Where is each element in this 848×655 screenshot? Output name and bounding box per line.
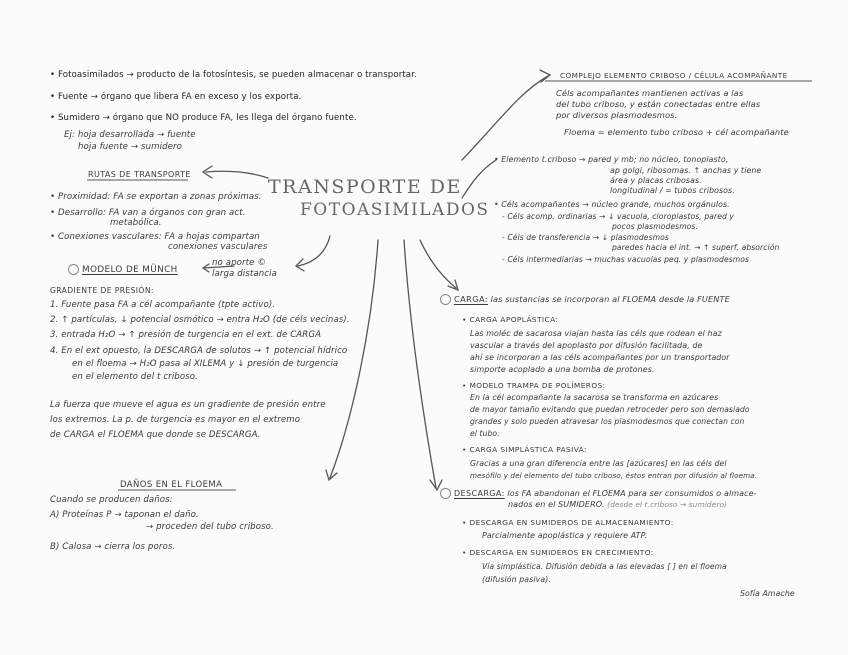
ruta-line: • Conexiones vasculares: FA a hojas compartan: [50, 232, 260, 242]
trampa-line: grandes y solo pueden atravesar los plasmodesmos que conectan con: [470, 417, 745, 426]
apoplastica-title: • CARGA APOPLÁSTICA:: [462, 315, 559, 324]
example-2: hoja fuente → sumidero: [78, 142, 183, 152]
descarga-crec-2: (difusión pasiva).: [482, 575, 551, 584]
munch-note-1: no aporte ©: [212, 258, 267, 268]
complejo-line: del tubo criboso, y están conectadas entre ellas: [556, 99, 761, 109]
complejo-line: Floema = elemento tubo criboso + cél acompañante: [564, 127, 789, 137]
danos-b: B) Calosa → cierra los poros.: [50, 542, 176, 552]
apoplastica-line: ahí se incorporan a las céls acompañantes por un transportador: [470, 353, 730, 362]
descarga-alm-title: • DESCARGA EN SUMIDEROS DE ALMACENAMIENTO:: [462, 518, 674, 527]
summary-line: de CARGA el FLOEMA que donde se DESCARGA.: [50, 430, 261, 440]
def-sumidero: • Sumidero → órgano que NO produce FA, les llega del órgano fuente.: [50, 113, 357, 123]
elemento-line: longitudinal / = tubos cribosos.: [610, 186, 735, 195]
ruta-line: metabólica.: [110, 218, 162, 228]
cels-line: pocos plasmodesmos.: [612, 222, 699, 231]
trampa-line: el tubo.: [470, 429, 500, 438]
elemento-line: • Elemento t.criboso → pared y mb; no núcleo, tonoplasto,: [494, 155, 729, 164]
trampa-title: • MODELO TRAMPA DE POLÍMEROS:: [462, 381, 606, 390]
ruta-line: • Proximidad: FA se exportan a zonas próximas.: [50, 192, 262, 202]
trampa-line: En la cél acompañante la sacarosa se transforma en azúcares: [470, 393, 719, 402]
munch-note-2: larga distancia: [212, 269, 277, 279]
arrow-to-rutas: [206, 171, 268, 178]
danos-intro: Cuando se producen daños:: [50, 495, 173, 505]
signature: Sofía Amache: [740, 589, 795, 598]
complejo-line: Céls acompañantes mantienen activas a las: [556, 88, 744, 98]
cels-line: - Céls intermediarias → muchas vacuolas peq. y plasmodesmos: [502, 255, 750, 264]
descarga-crec-1: Vía simplástica. Difusión debida a las elevadas [ ] en el floema: [482, 562, 727, 571]
summary-line: La fuerza que mueve el agua es un gradiente de presión entre: [50, 400, 326, 410]
cels-line: - Céls acomp. ordinarias → ↓ vacuola, cloroplastos, pared y: [502, 212, 735, 221]
cels-line: • Céls acompañantes → núcleo grande, muchos orgánulos.: [494, 200, 730, 209]
descarga-paren: (desde el t.criboso → sumidero): [607, 500, 728, 509]
rutas-title: RUTAS DE TRANSPORTE: [88, 170, 191, 179]
descarga-heading: DESCARGA: los FA abandonan el FLOEMA para ser consumidos o almace-: [440, 488, 757, 499]
elemento-line: ap golgi, ribosomas. ↑ anchas y tiene: [610, 166, 762, 175]
cels-line: paredes hacia el int. → ↑ superf. absorción: [612, 243, 780, 252]
elemento-line: área y placas cribosas.: [610, 176, 702, 185]
complejo-line: por diversos plasmodesmos.: [556, 110, 678, 120]
arrow-to-complejo: [462, 76, 548, 160]
munch-step: 2. ↑ partículas, ↓ potencial osmótico → entra H₂O (de céls vecinas).: [50, 315, 350, 325]
example-1: Ej: hoja desarrollada → fuente: [64, 130, 196, 140]
munch-step: en el floema → H₂O pasa al XILEMA y ↓ presión de turgencia: [72, 359, 339, 369]
simplastica-line: Gracias a una gran diferencia entre las [azúcares] en las céls del: [470, 459, 727, 468]
carga-heading: CARGA: las sustancias se incorporan al FLOEMA desde la FUENTE: [440, 294, 730, 305]
def-fotoasimilados: • Fotoasimilados → producto de la fotosíntesis, se pueden almacenar o transportar.: [50, 70, 417, 80]
gradient-title: GRADIENTE DE PRESIÓN:: [50, 286, 154, 295]
danos-title: DAÑOS EN EL FLOEMA: [120, 480, 223, 490]
main-title-line1: TRANSPORTE DE: [268, 176, 462, 198]
arrow-to-munch: [298, 236, 330, 266]
danos-a1: A) Proteínas P → taponan el daño.: [50, 510, 199, 520]
munch-step: 3. entrada H₂O → ↑ presión de turgencia en el ext. de CARGA: [50, 330, 322, 340]
descarga-alm: Parcialmente apoplástica y requiere ATP.: [482, 531, 647, 540]
descarga-line2: nados en el SUMIDERO. (desde el t.criboso → sumidero): [508, 500, 728, 509]
main-title-line2: FOTOASIMILADOS: [300, 200, 490, 220]
complejo-title: COMPLEJO ELEMENTO CRIBOSO / CÉLULA ACOMPAÑANTE: [560, 71, 788, 80]
simplastica-title: • CARGA SIMPLÁSTICA PASIVA:: [462, 445, 587, 454]
ruta-line: conexiones vasculares: [168, 242, 268, 252]
summary-line: los extremos. La p. de turgencia es mayor en el extremo: [50, 415, 301, 425]
munch-step: en el elemento del t criboso.: [72, 372, 198, 382]
apoplastica-line: simporte acoplado a una bomba de protones.: [470, 365, 655, 374]
simplastica-line: mesófilo y del elemento del tubo criboso, éstos entran por difusión al floema.: [470, 471, 758, 480]
danos-a2: → proceden del tubo criboso.: [146, 522, 274, 532]
trampa-line: de mayor tamaño evitando que puedan retroceder pero son demasiado: [470, 405, 750, 414]
munch-title: MODELO DE MÜNCH: [68, 264, 178, 276]
arrow-to-elemento: [462, 160, 496, 198]
munch-step: 1. Fuente pasa FA a cél acompañante (tpte activo).: [50, 300, 276, 310]
munch-step: 4. En el ext opuesto, la DESCARGA de solutos → ↑ potencial hídrico: [50, 346, 348, 356]
descarga-crec-title: • DESCARGA EN SUMIDEROS EN CRECIMIENTO:: [462, 548, 654, 557]
def-fuente: • Fuente → órgano que libera FA en exceso y los exporta.: [50, 92, 302, 102]
apoplastica-line: vascular a través del apoplasto por difusión facilitada, de: [470, 341, 703, 350]
arrow-to-carga: [420, 240, 456, 288]
apoplastica-line: Las moléc de sacarosa viajan hasta las céls que rodean el haz: [470, 329, 722, 338]
cels-line: - Céls de transferencia → ↓ plasmodesmos: [502, 233, 669, 242]
ruta-line: • Desarrollo: FA van a órganos con gran act.: [50, 208, 246, 218]
arrow-to-descarga: [404, 240, 436, 488]
